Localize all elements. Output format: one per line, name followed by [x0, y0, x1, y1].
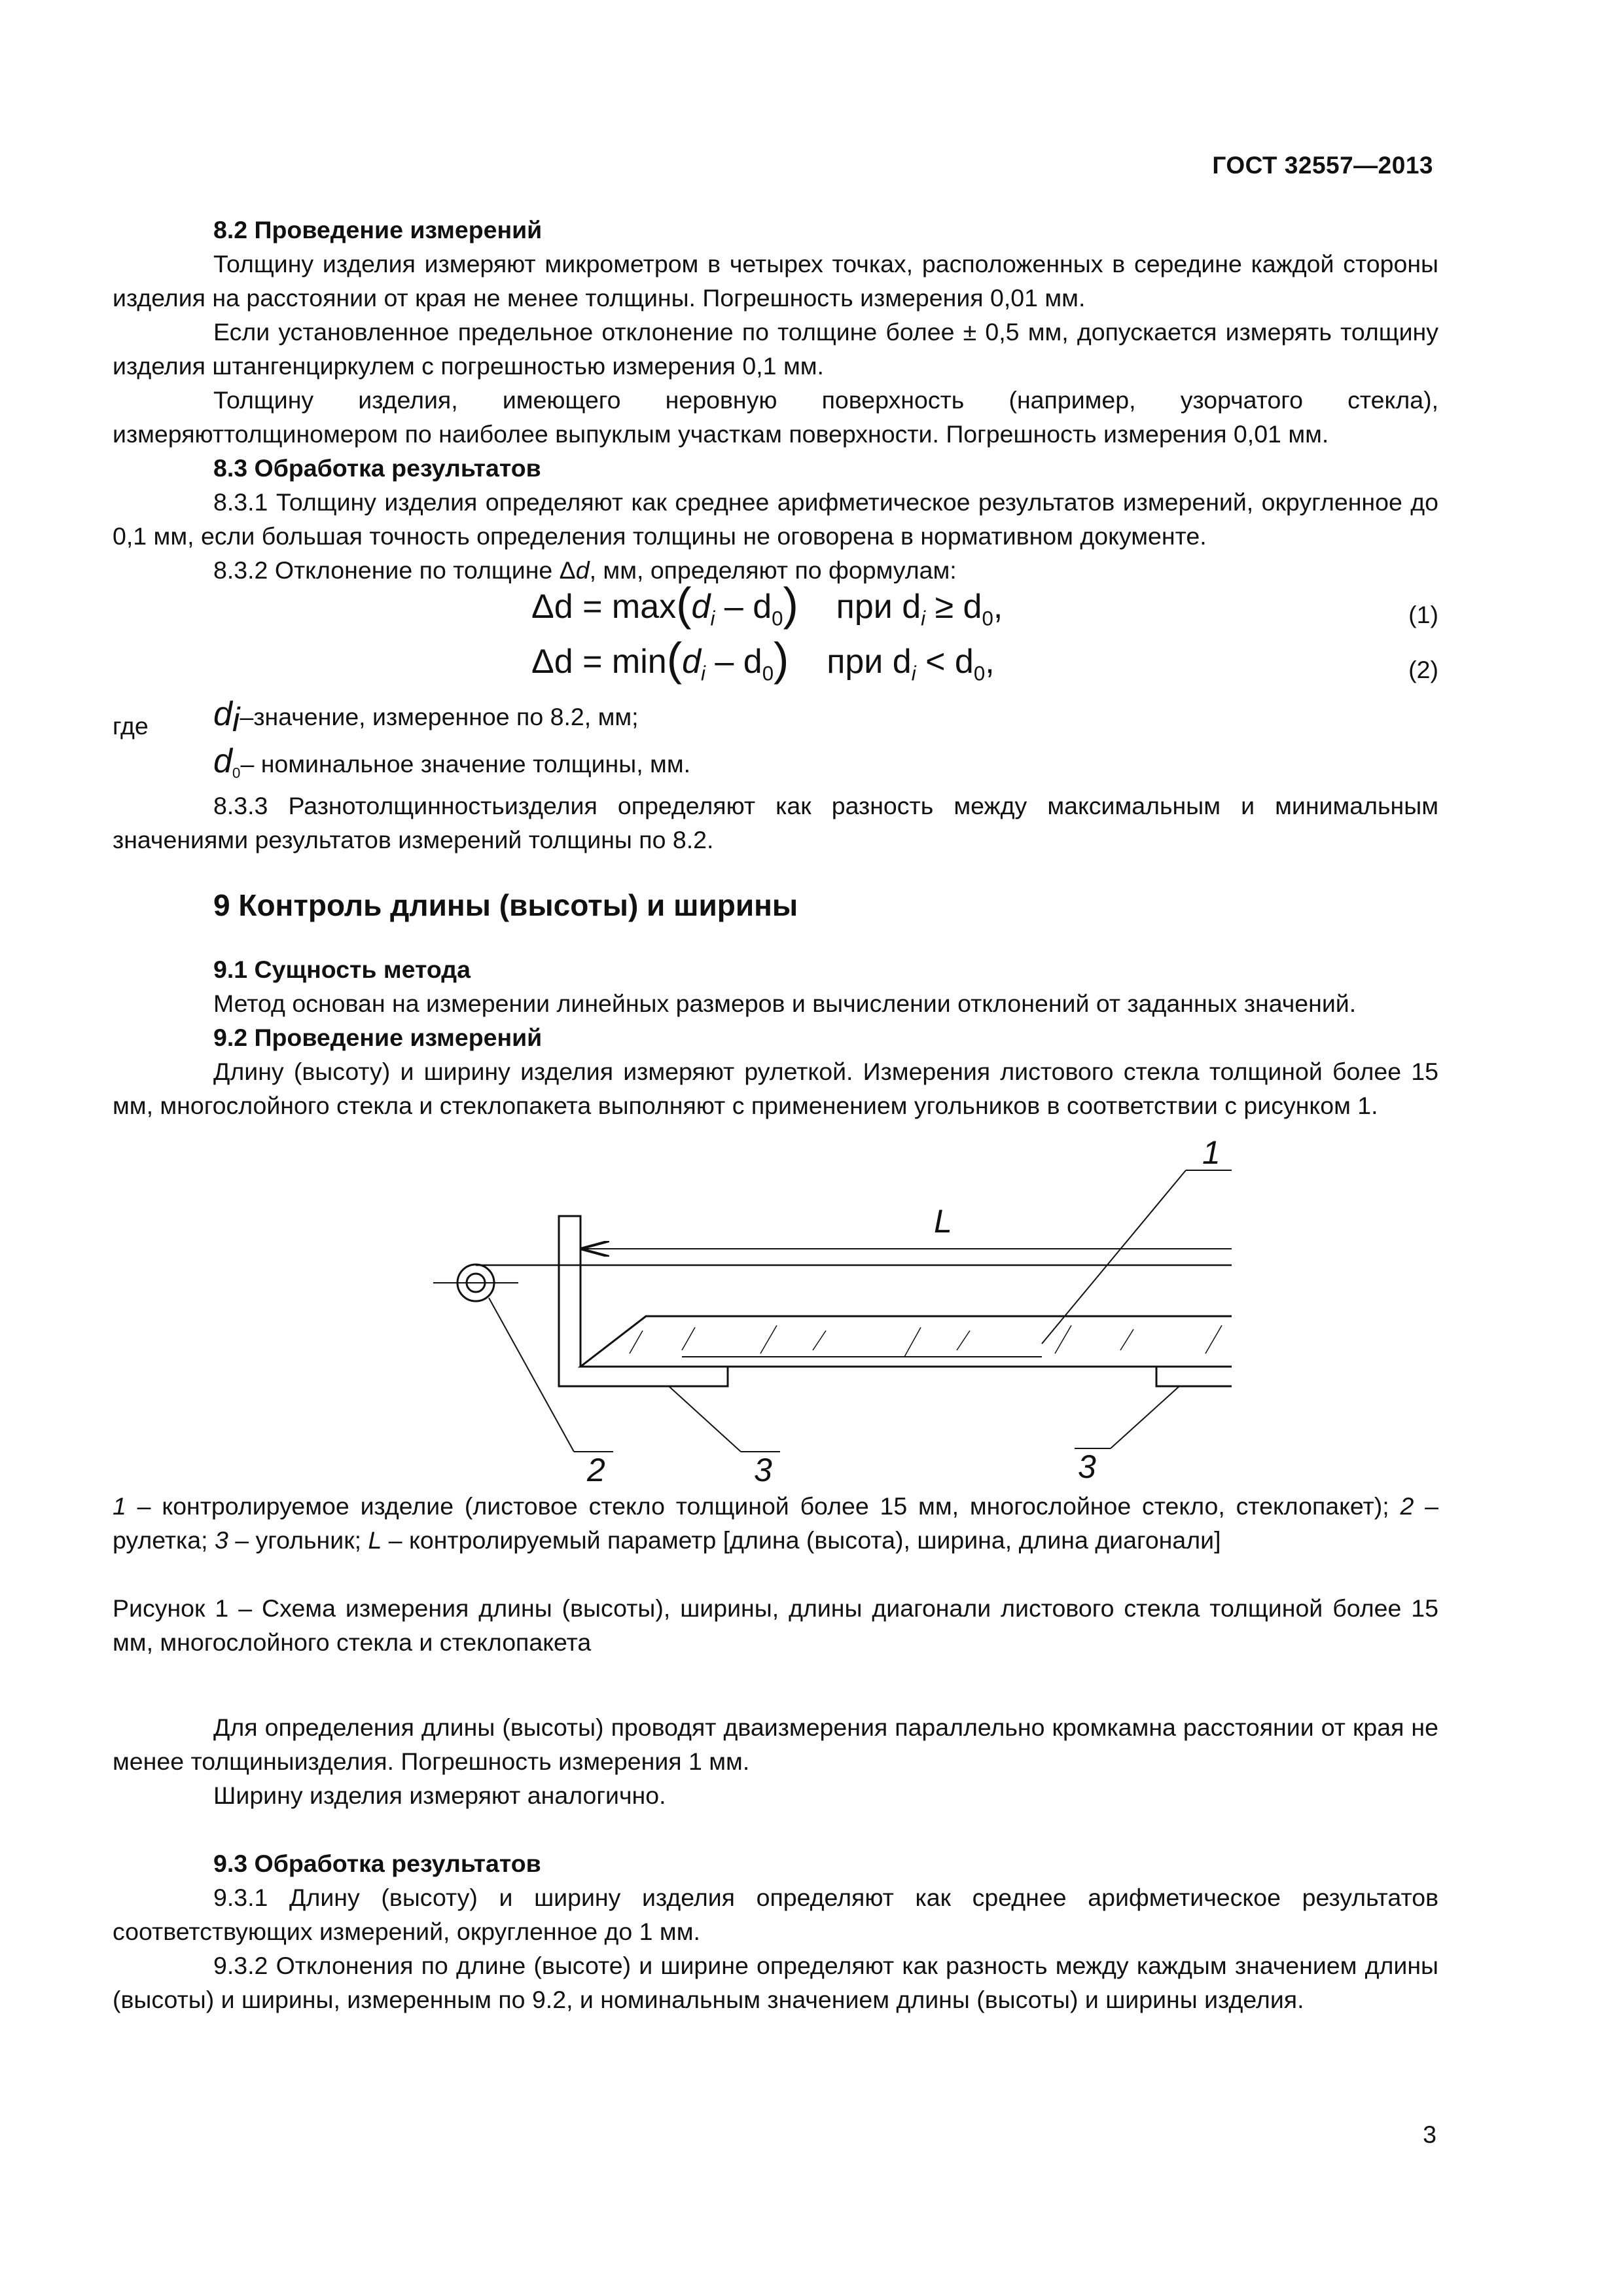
glass-hatch	[630, 1324, 1232, 1357]
paragraph: Длину (высоту) и ширину изделия измеряют рулеткой. Измерения листового стекла толщиной более 15 мм, многослойного стекла и стеклопакета выполняют с применением угольников в соответствии с рисунком 1.	[113, 1058, 1438, 1119]
section-9-title: 9 Контроль длины (высоты) и ширины	[213, 888, 798, 922]
paragraph: 9.3.1 Длину (высоту) и ширину изделия определяют как среднее арифметическое результатов соответствующих измерений, округленное до 1 мм.	[113, 1884, 1438, 1945]
standard-header: ГОСТ 32557—2013	[1212, 152, 1433, 179]
leader-2	[489, 1298, 574, 1452]
section-9-3-title: 9.3 Обработка результатов	[213, 1850, 541, 1877]
page-number: 3	[1423, 2121, 1436, 2148]
label-3b: 3	[1078, 1448, 1096, 1485]
figure-legend: 1 – контролируемое изделие (листовое стекло толщиной более 15 мм, многослойное стекло, стеклопакет); 2 – рулетка; 3 – угольник; L – контролируемый параметр [длина (высота), ширина, длина диагонали]	[113, 1492, 1438, 1554]
paragraph: Если установленное предельное отклонение по толщине более ± 0,5 мм, допускается измерять толщину изделия штангенциркулем с погрешностью измерения 0,1 мм.	[113, 318, 1438, 380]
label-1: 1	[1202, 1134, 1221, 1171]
glass-sheet	[580, 1316, 1232, 1367]
paragraph: Толщину изделия, имеющего неровную поверхность (например, узорчатого стекла), измеряюттолщиномером по наиболее выпуклым участкам поверхности. Погрешность измерения 0,01 мм.	[113, 386, 1438, 448]
section-9-2-title: 9.2 Проведение измерений	[213, 1024, 543, 1051]
formula-number: (2)	[1408, 656, 1438, 683]
leader-3b	[1111, 1386, 1179, 1448]
section-8-2-title: 8.2 Проведение измерений	[213, 216, 543, 243]
formula-2: $\Delta d = \min(d_i - d_0)$ при $d_i < d_0$, (2)	[113, 642, 1438, 697]
paragraph: Метод основан на измерении линейных размеров и вычислении отклонений от заданных значений.	[213, 990, 1357, 1017]
measurement-diagram	[315, 1134, 1232, 1488]
label-3a: 3	[754, 1452, 772, 1488]
paragraph: 8.3.3 Разнотолщинностьизделия определяют как разность между максимальным и минимальным значениями результатов измерений толщины по 8.2.	[113, 792, 1438, 853]
right-frame	[1156, 1216, 1232, 1386]
section-8-3-title: 8.3 Обработка результатов	[213, 454, 541, 482]
label-2: 2	[587, 1452, 605, 1488]
paragraph: 8.3.2 Отклонение по толщине Δd, мм, определяют по формулам:	[213, 556, 957, 584]
paragraph: 8.3.1 Толщину изделия определяют как среднее арифметическое результатов измерений, округленное до 0,1 мм, если большая точность определения толщины не оговорена в нормативном документе.	[113, 488, 1438, 550]
legend-line: $d_0-$ номинальное значение толщины, мм.	[213, 742, 691, 781]
leader-1	[1042, 1170, 1186, 1344]
formula-number: (1)	[1408, 601, 1438, 628]
legend-line: $d_i$–значение, измеренное по 8.2, мм;	[213, 695, 639, 739]
figure-1	[113, 1122, 1438, 1489]
paragraph: 9.3.2 Отклонения по длине (высоте) и ширине определяют как разность между каждым значением длины (высоты) и ширины, измеренным по 9.2, и номинальным значением длины (высоты) и ширины изделия.	[113, 1952, 1438, 2013]
paragraph: Для определения длины (высоты) проводят дваизмерения параллельно кромкамна расстоянии от края не менее толщиныизделия. Погрешность измерения 1 мм.	[113, 1713, 1438, 1775]
figure-caption: Рисунок 1 – Схема измерения длины (высоты), ширины, длины диагонали листового стекла толщиной более 15 мм, многослойного стекла и стеклопакета	[113, 1594, 1438, 1656]
paragraph: Ширину изделия измеряют аналогично.	[213, 1782, 666, 1809]
leader-3a	[669, 1386, 741, 1452]
paragraph: Толщину изделия измеряют микрометром в четырех точках, расположенных в середине каждой стороны изделия на расстоянии от края не менее толщины. Погрешность измерения 0,01 мм.	[113, 250, 1438, 312]
page-content	[113, 213, 1438, 2017]
formula-1: $\Delta d = \max(d_i - d_0)$ при $d_i \ge d_0$, (1)	[113, 587, 1438, 642]
label-L: L	[934, 1203, 952, 1240]
section-9-1-title: 9.1 Сущность метода	[213, 956, 471, 983]
left-frame	[559, 1216, 728, 1386]
formula-legend: где $d_i$–значение, измеренное по 8.2, мм; $d_0-$ номинальное значение толщины, мм.	[113, 697, 1438, 789]
